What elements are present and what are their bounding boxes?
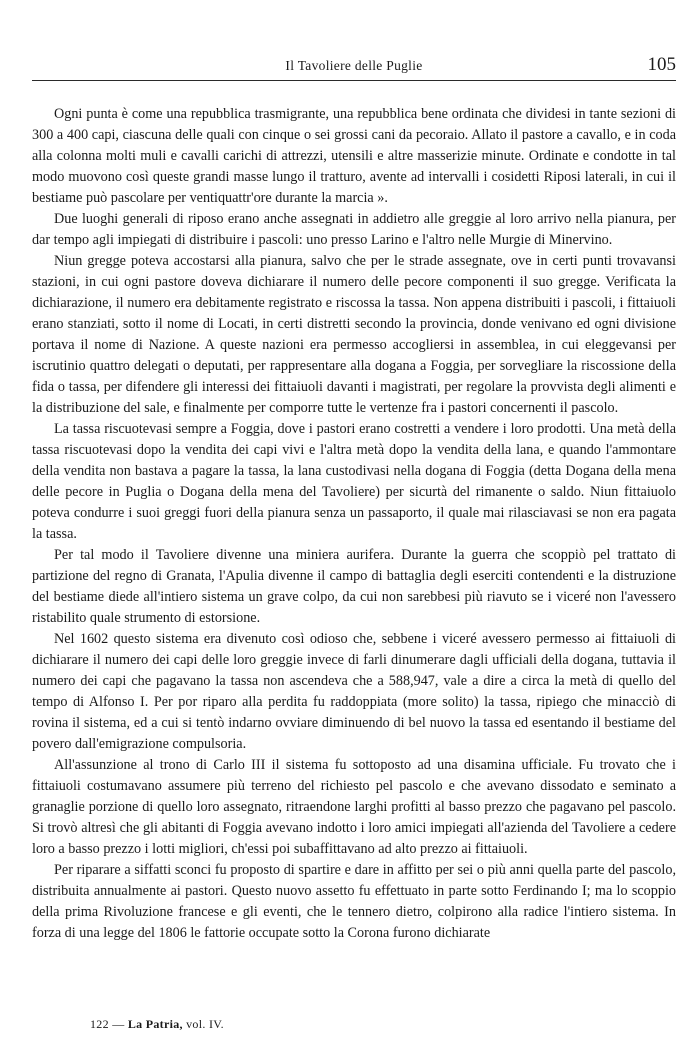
paragraph-4: La tassa riscuotevasi sempre a Foggia, dove i pastori erano costretti a vendere i loro prodotti. Una metà della tassa riscuotevasi dopo la vendita dei capi vivi e l'altra metà dopo la vendita della lana, e quando l'ammontare della vendita non bastava a pagare la tassa, la lana custodivasi nella dogana di Foggia (detta Dogana della mena delle pecore in Puglia o Dogana della mena del Tavoliere) per sicurtà del rimanente o saldo. Niun fittaiuolo poteva condurre i suoi greggi fuori della pianura senza un passaporto, il quale mai rilasciavasi se non era pagata la tassa. [32, 421, 676, 542]
signature-number: 122 — [90, 1017, 125, 1031]
volume-label: vol. IV. [186, 1017, 224, 1031]
paragraph-5: Per tal modo il Tavoliere divenne una miniera aurifera. Durante la guerra che scoppiò pel trattato di partizione del regno di Granata, l'Apulia divenne il campo di battaglia degli eserciti contendenti e la distruzione del bestiame diede all'intiero sistema un grave colpo, da cui non sarebbesi più riavuto se i viceré non l'avessero ristabilito quale strumento di estorsione. [32, 547, 676, 626]
page-footer [90, 1017, 224, 1032]
paragraph-6: Nel 1602 questo sistema era divenuto così odioso che, sebbene i viceré avessero permesso ai fittaiuoli di dichiarare il numero dei capi delle loro greggie invece di farli dinumerare dagli ufficiali della dogana, tuttavia il numero dei capi che pagavano la tassa non ascendeva che a 588,947, vale a dire a circa la metà di quello del tempo di Alfonso I. Per por riparo alla perdita fu raddoppiata (more solito) la tassa, ripiego che minacciò di rovina il sistema, ed a cui si tentò indarno ovviare diminuendo di bel nuovo la tassa ed esentando il bestiame del povero dall'emigrazione compulsoria. [32, 631, 676, 752]
publication-title: La Patria, [127, 1017, 183, 1031]
paragraph-8: Per riparare a siffatti sconci fu proposto di spartire e dare in affitto per sei o più anni quella parte del pascolo, distribuita annualmente ai pastori. Questo nuovo assetto fu effettuato in parte sotto Ferdinando I; ma lo scoppio della prima Rivoluzione francese e gli eventi, che le tennero dietro, colpirono alla radice l'intiero sistema. In forza di una legge del 1806 le fattorie occupate sotto la Corona furono dichiarate [32, 862, 676, 941]
paragraph-1: Ogni punta è come una repubblica trasmigrante, una repubblica bene ordinata che dividesi in tante sezioni di 300 a 400 capi, ciascuna delle quali con cinque o sei grossi cani da pecoraio. Allato il pastore a cavallo, e in coda alla colonna molti muli e cavalli carichi di attrezzi, utensili e altre masserizie minute. Ordinate e condotte in tal modo muovono così queste grandi masse lungo il tratturo, avente ad intervalli i cosidetti Riposi laterali, in cui il bestiame può pascolare per ventiquattr'ore durante la marcia ». [32, 106, 676, 206]
running-head [32, 52, 676, 81]
running-title: Il Tavoliere delle Puglie [285, 58, 423, 73]
paragraph-7: All'assunzione al trono di Carlo III il sistema fu sottoposto ad una disamina ufficiale. Fu trovato che i fittaiuoli costumavano assumere più terreno del richiesto pel pascolo e che avevano dissodato e seminato a granaglie porzione di quello loro assegnato, ritraendone larghi profitti al basso prezzo che pagavano pel pascolo. Si trovò altresì che gli abitanti di Foggia avevano indotto i loro amici impiegati all'azienda del Tavoliere a cedere loro a basso prezzo i lotti migliori, ch'essi poi subaffittavano ad alto prezzo ai fittaiuoli. [32, 757, 676, 857]
page-number: 105 [647, 54, 676, 75]
paragraph-2: Due luoghi generali di riposo erano anche assegnati in addietro alle greggie al loro arrivo nella pianura, per dar tempo agli impiegati di distribuire i pascoli: uno presso Larino e l'altro nelle Murgie di Minervino. [32, 211, 676, 248]
paragraph-3: Niun gregge poteva accostarsi alla pianura, salvo che per le strade assegnate, ove in certi punti trovavansi stazioni, in cui ogni pastore doveva dichiarare il numero delle pecore componenti il suo gregge. Verificata la dichiarazione, il numero era debitamente registrato e riscossa la tassa. Non appena distribuiti i pascoli, i fittaiuoli erano stanziati, sotto il nome di Locati, in certi distretti secondo la provincia, donde venivano ed ogni divisione portava il nome di Nazione. A queste nazioni era permesso accogliersi in assemblea, in cui eleggevansi per iscrutinio quattro delegati o deputati, per rappresentare alla dogana a Foggia, per sorvegliare la riscossione della fida o tassa, per difendere gli interessi dei fittaiuoli davanti i magistrati, per regolare la provvista degli alimenti e la distribuzione del sale, e finalmente per comporre tutte le vertenze fra i pastori concernenti il pascolo. [32, 253, 676, 416]
body-text [32, 104, 676, 944]
